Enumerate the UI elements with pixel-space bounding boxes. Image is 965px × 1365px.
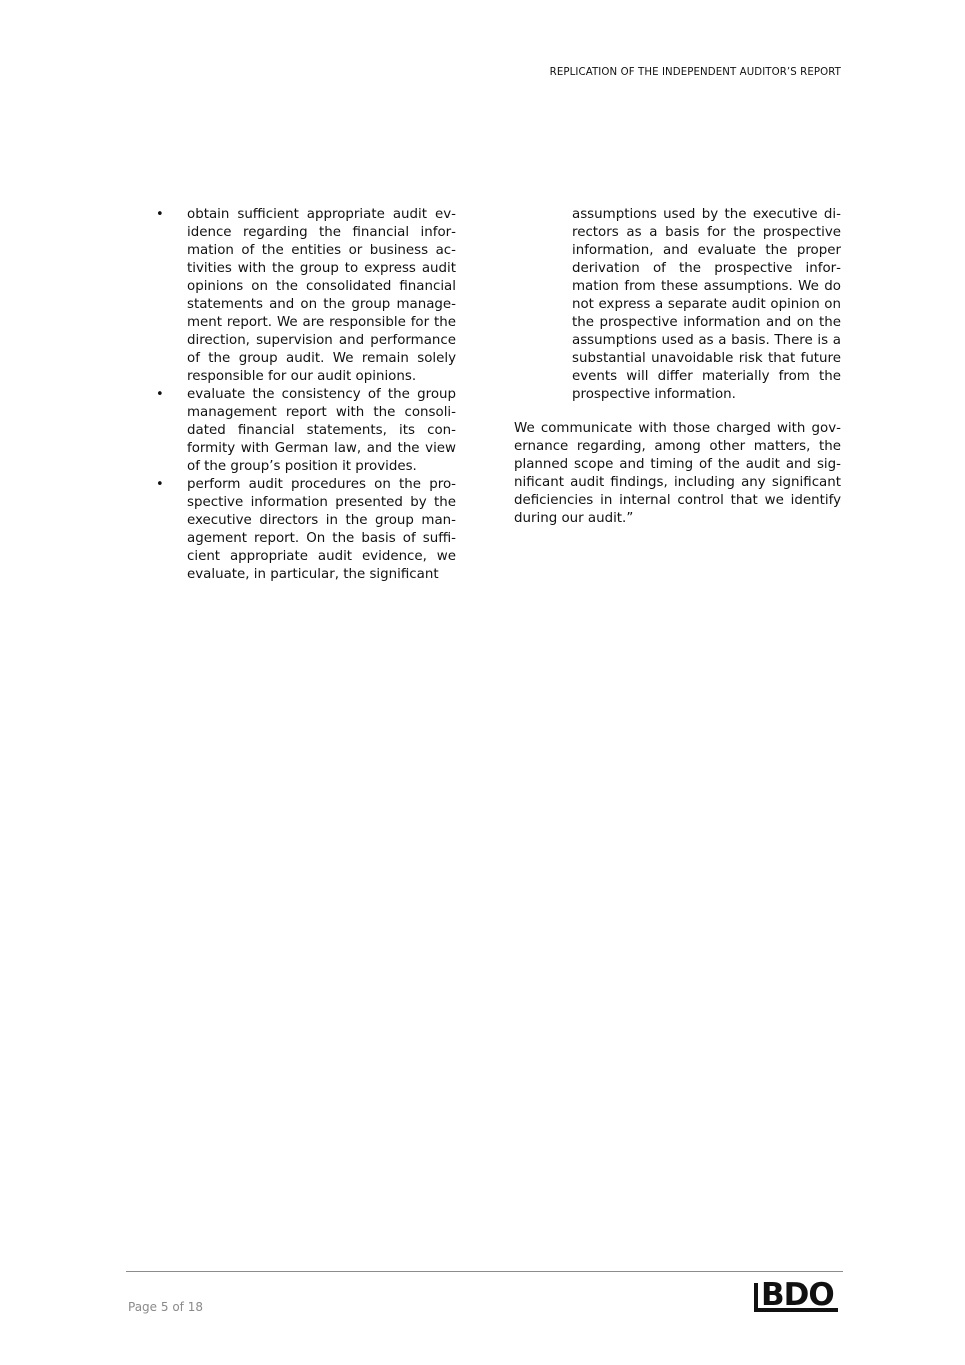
logo-wordmark: BDO (761, 1277, 834, 1313)
page-number: Page 5 of 18 (128, 1300, 203, 1314)
running-header: REPLICATION OF THE INDEPENDENT AUDITOR’S REPORT (549, 67, 841, 78)
list-item (156, 476, 456, 584)
bullet-marker: • (156, 387, 164, 402)
communication-paragraph: We communicate with those charged with governance regarding, among other matters, the planned scope and timing of the audit and significant audit findings, including any significant deficiencies in internal control that we identify during our audit.” (514, 421, 841, 526)
bullet-text: perform audit procedures on the prospective information presented by the executive directors in the group management report. On the basis of sufficient appropriate audit evidence, we evaluate, in particular, the significant (187, 477, 456, 582)
bullet-text: obtain sufficient appropriate audit evidence regarding the financial information of the entities or business activities with the group to express audit opinions on the consolidated financial statements and on the group management report. We are responsible for the direction, supervision and performance of the group audit. We remain solely responsible for our audit opinions. (187, 207, 456, 384)
bullet-text: evaluate the consistency of the group management report with the consolidated financial statements, its conformity with German law, and the view of the group’s position it provides. (187, 387, 456, 474)
bullet-marker: • (156, 207, 164, 222)
bdo-logo (753, 1277, 839, 1313)
bullet-marker: • (156, 477, 164, 492)
continued-bullet-text: assumptions used by the executive directors as a basis for the prospective information, and evaluate the proper derivation of the prospective information from these assumptions. We do not express a separate audit opinion on the prospective information and on the assumptions used as a basis. There is a substantial unavoidable risk that future events will differ materially from the prospective information. (572, 207, 841, 402)
footer-divider (126, 1271, 843, 1272)
bullet-list (156, 206, 456, 584)
left-column (156, 206, 456, 584)
right-column (514, 206, 841, 528)
list-item (156, 386, 456, 476)
list-item (156, 206, 456, 386)
